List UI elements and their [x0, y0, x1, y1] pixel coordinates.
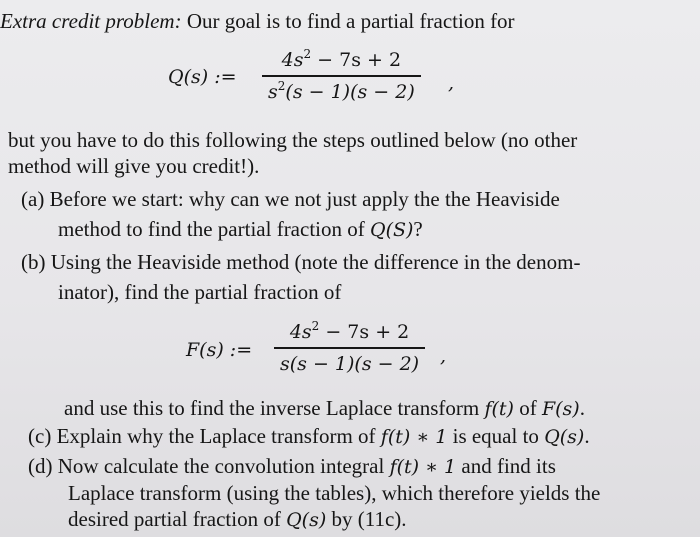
intro-line	[0, 8, 515, 34]
body-line-1: but you have to do this following the steps outlined below (no other	[8, 128, 578, 152]
q-capital-s: Q(S)	[370, 219, 414, 241]
f-trailing-comma: ,	[440, 345, 447, 367]
f-fraction	[274, 320, 425, 376]
q-fraction-bar	[262, 75, 421, 77]
f-definition-lhs: F(s) :=	[186, 339, 253, 361]
q-definition-lhs: Q(s) :=	[168, 66, 237, 88]
part-a-text-1: Before we start: why can we not just apply the the Heaviside	[49, 187, 560, 211]
part-b-line-1	[21, 249, 580, 275]
part-a-line-2: method to find the partial fraction of Q(S)?	[58, 217, 423, 241]
part-a-label: (a)	[21, 187, 45, 211]
part-b-text-1: Using the Heaviside method (note the difference in the denom-	[50, 250, 581, 274]
part-b-line-2: inator), find the partial fraction of	[58, 280, 342, 304]
part-d-line-3: desired partial fraction of Q(s) by (11c).	[68, 507, 407, 531]
part-d-label: (d)	[28, 454, 53, 478]
part-a-line-1	[21, 186, 560, 212]
q-denominator: $s^2(s - 1)(s - 2)$	[268, 78, 415, 103]
q-numerator: $4s^2 - 7s + 2$	[281, 47, 402, 71]
extra-credit-heading: Extra credit problem:	[0, 9, 182, 33]
q-fraction	[262, 48, 421, 104]
q-trailing-comma: ,	[448, 72, 455, 94]
part-d-line-1: (d) Now calculate the convolution integral f(t) ∗ 1 and find its	[28, 454, 556, 478]
intro-text: Our goal is to find a partial fraction for	[181, 9, 515, 33]
f-fraction-bar	[274, 347, 425, 349]
after-f-line: and use this to find the inverse Laplace transform f(t) of F(s).	[64, 396, 585, 420]
part-c-label: (c)	[28, 424, 52, 448]
body-line-2: method will give you credit!).	[8, 154, 260, 178]
part-b-label: (b)	[21, 250, 46, 274]
part-c-line: (c) Explain why the Laplace transform of f(t) ∗ 1 is equal to Q(s).	[28, 424, 590, 448]
f-denominator: s(s − 1)(s − 2)	[280, 352, 420, 375]
f-numerator: $4s^2 - 7s + 2$	[289, 319, 410, 343]
part-d-line-2: Laplace transform (using the tables), which therefore yields the	[68, 481, 601, 505]
